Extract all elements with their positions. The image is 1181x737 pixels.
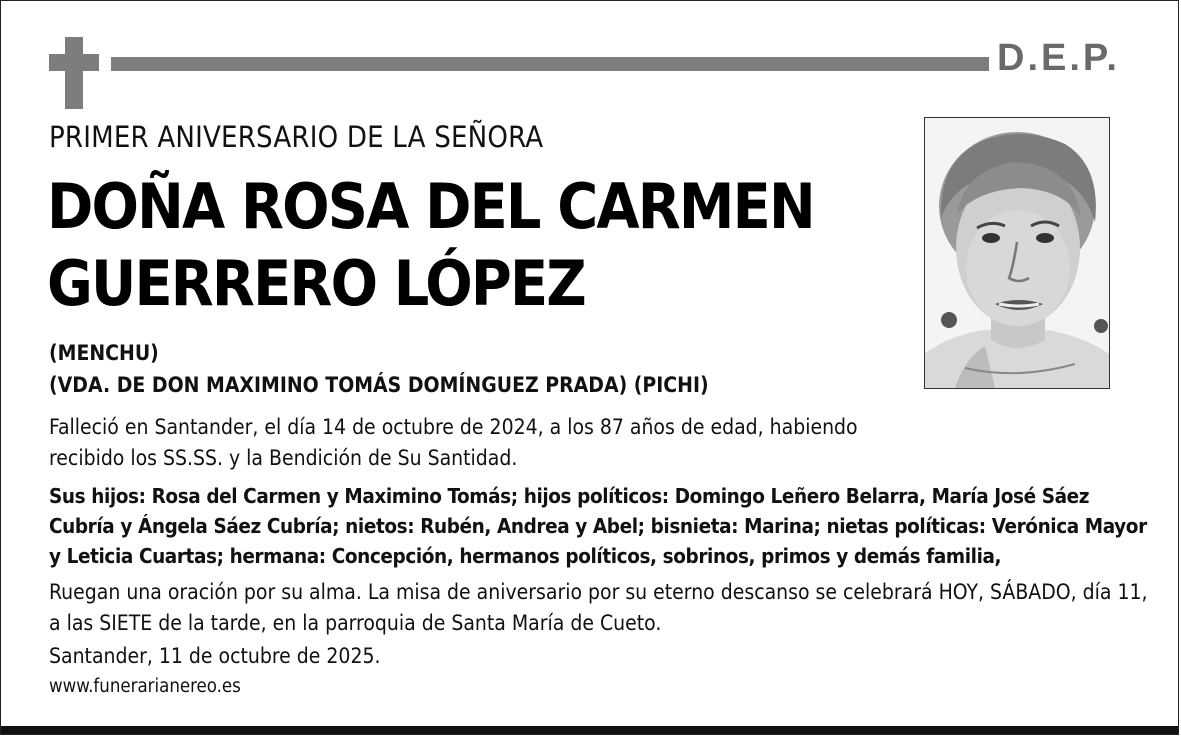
mass-info: Ruegan una oración por su alma. La misa de aniversario por su eterno descanso se celebrará HOY, SÁBADO, día 11, a las SIETE de la tarde, en la parroquia de Santa María de Cueto. [49, 580, 1148, 635]
deceased-name-line1: DOÑA ROSA DEL CARMEN [47, 170, 814, 243]
place-date: Santander, 11 de octubre de 2025. [49, 644, 381, 668]
dep-label: D.E.P. [997, 37, 1120, 79]
notice-subtitle: PRIMER ANIVERSARIO DE LA SEÑORA [49, 120, 544, 154]
bottom-border [1, 726, 1178, 734]
portrait-illustration [925, 118, 1109, 388]
funeral-home-website[interactable]: www.funerarianereo.es [49, 676, 241, 697]
cross-icon [49, 37, 99, 109]
death-info: Falleció en Santander, el día 14 de octubre de 2024, a los 87 años de edad, habiendo recibido los SS.SS. y la Bendición de Su Santidad. [49, 415, 858, 470]
deceased-name-line2: GUERRERO LÓPEZ [47, 247, 585, 320]
widow-of-line: (VDA. DE DON MAXIMINO TOMÁS DOMÍNGUEZ PRADA) (PICHI) [49, 373, 709, 397]
header-rule [111, 57, 989, 71]
family-list: Sus hijos: Rosa del Carmen y Maximino Tomás; hijos políticos: Domingo Leñero Belarra, María José Sáez Cubría y Ángela Sáez Cubría; nietos: Rubén, Andrea y Abel; bisnieta: Marina; nietas políticas: Verónica Mayor y Leticia Cuartas; hermana: Concepción, hermanos políticos, sobrinos, primos y demás familia, [49, 484, 1147, 568]
deceased-alias: (MENCHU) [49, 341, 159, 365]
portrait-photo [924, 117, 1110, 389]
